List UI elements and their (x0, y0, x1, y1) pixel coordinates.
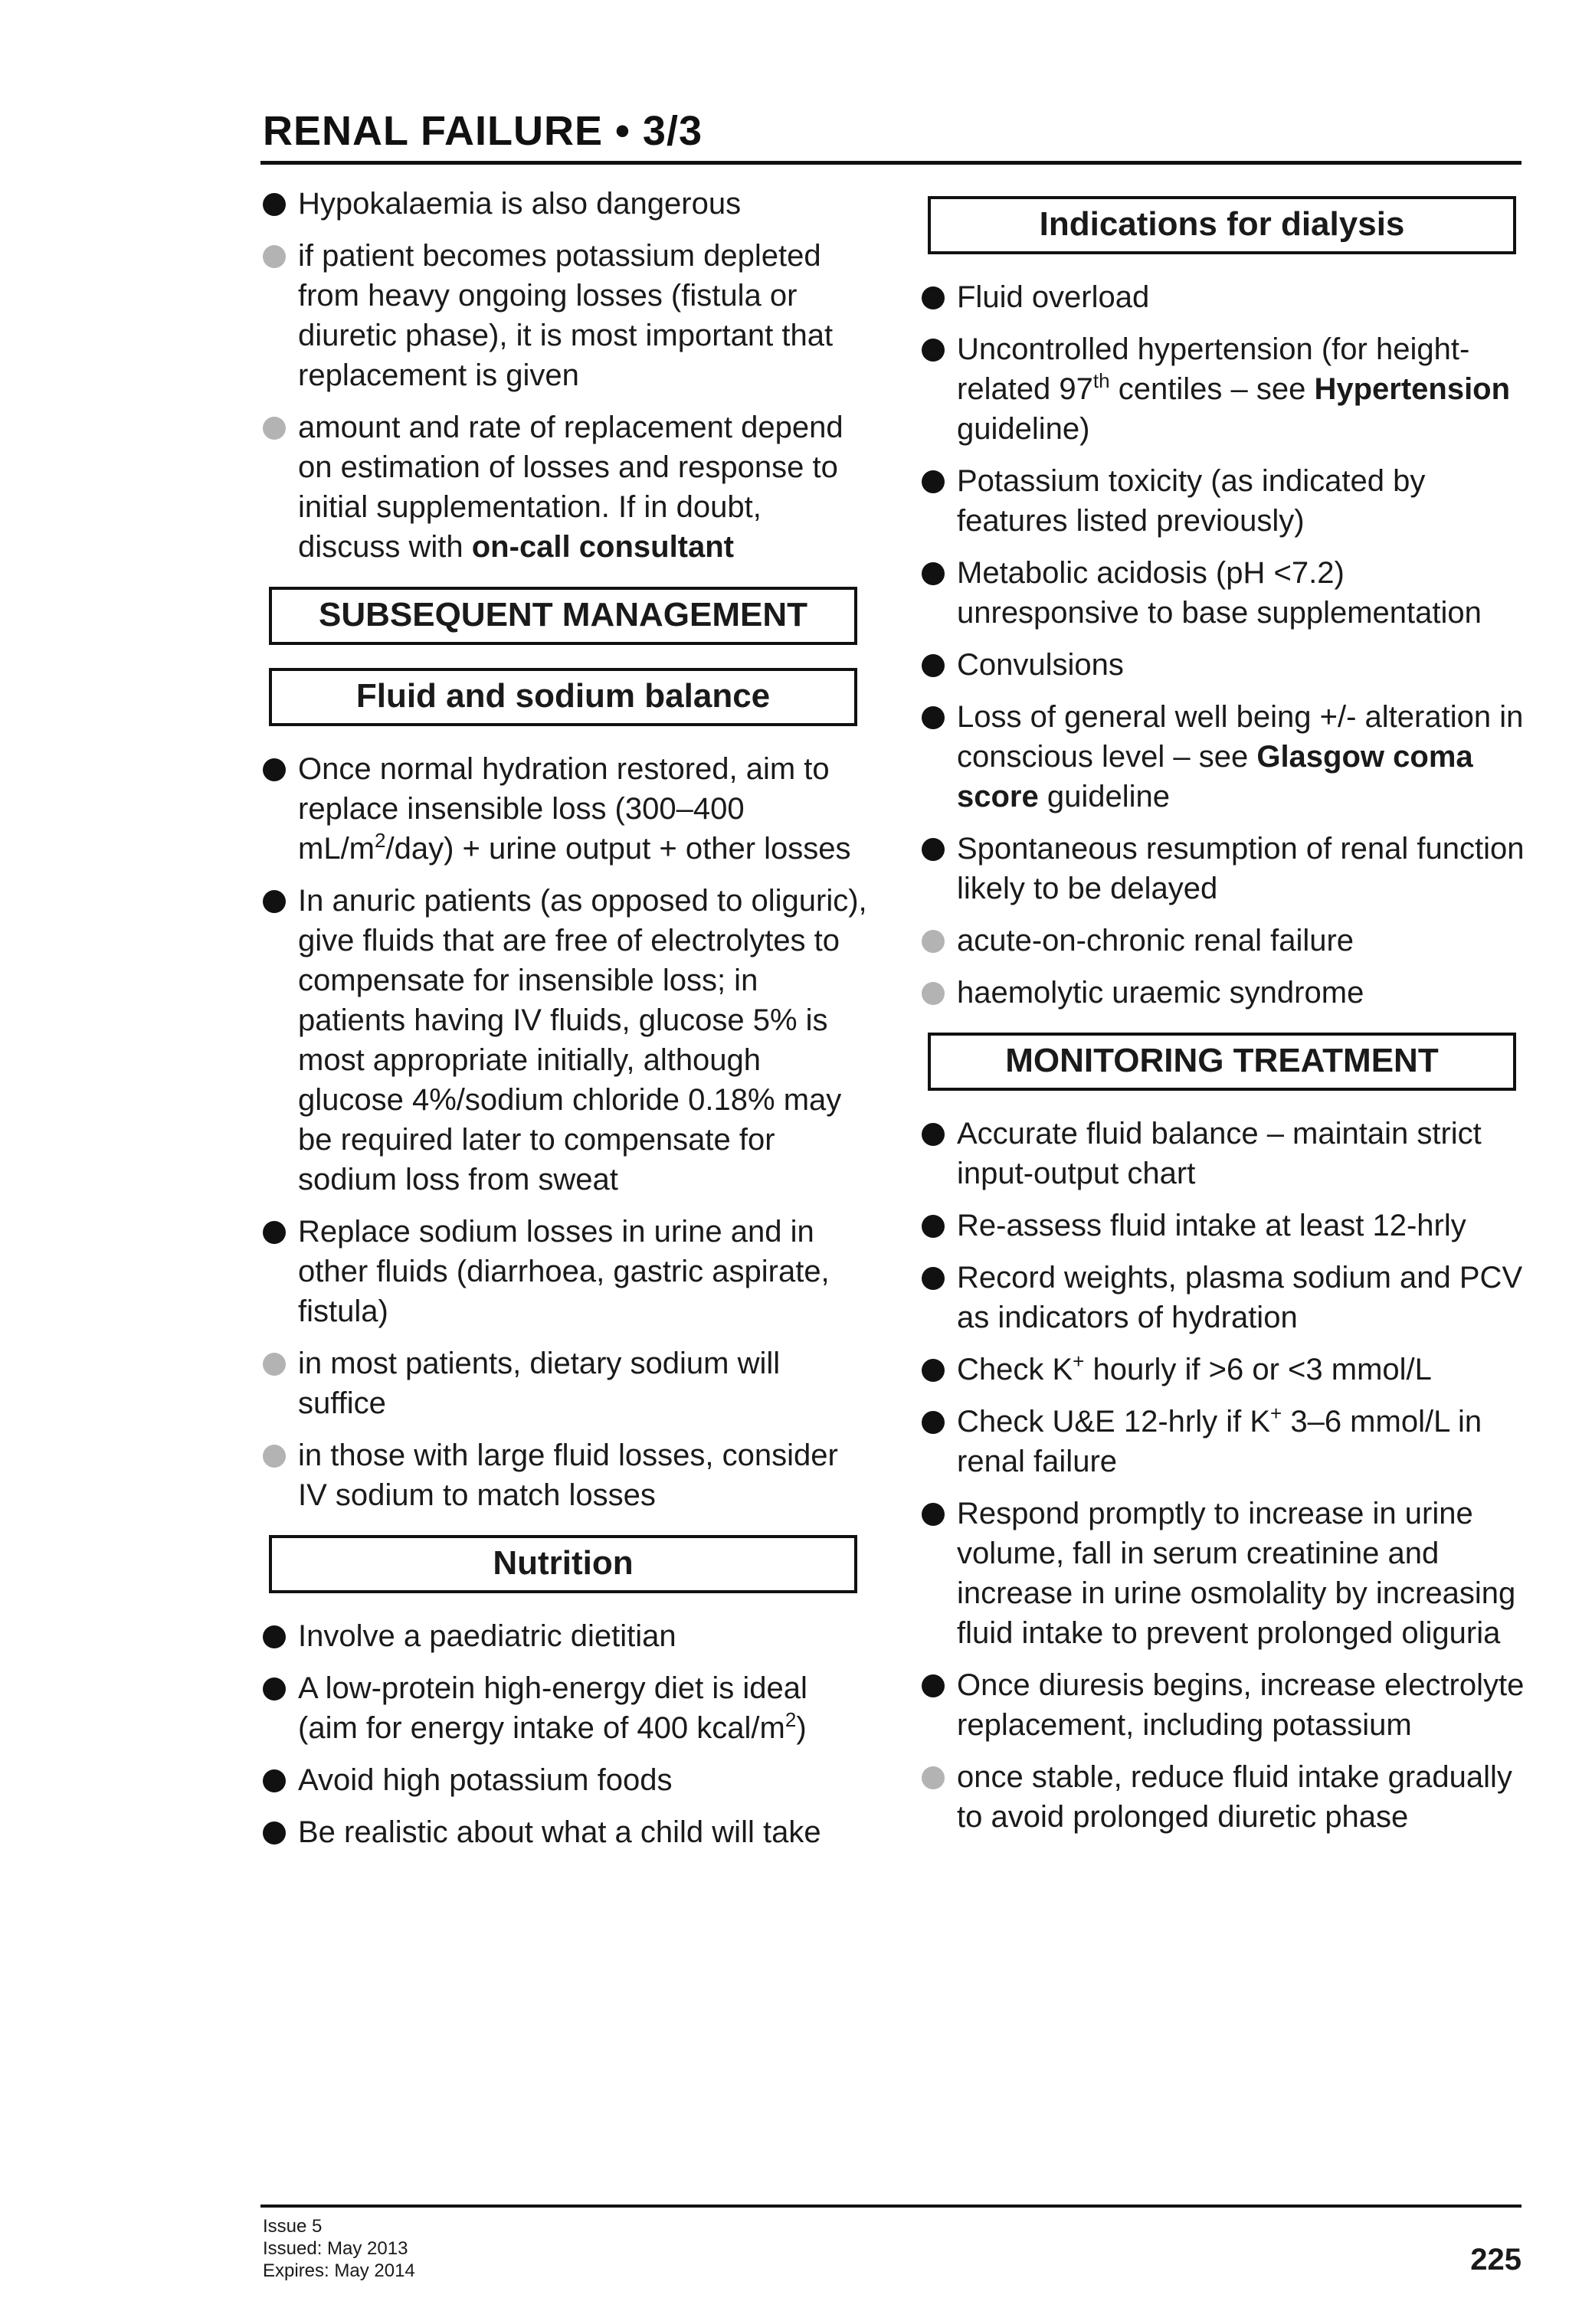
list-item-text: ) (796, 1711, 807, 1745)
sub-bullet-icon (922, 930, 945, 953)
list-item-text: Uncontrolled hypertension (for height-related 97 (957, 332, 1470, 406)
list-item (922, 553, 1527, 633)
nutrition-list (263, 1616, 868, 1852)
list-item (263, 184, 868, 224)
bullet-icon (922, 470, 945, 493)
list-item-text: hourly if >6 or <3 mmol/L (1084, 1353, 1432, 1386)
list-item (922, 697, 1527, 817)
monitoring-treatment-heading: MONITORING TREATMENT (928, 1033, 1516, 1091)
sub-bullet-icon (922, 982, 945, 1005)
list-item (263, 236, 868, 395)
bullet-icon (922, 1411, 945, 1434)
list-item-text: Record weights, plasma sodium and PCV as indicators of hydration (957, 1261, 1523, 1334)
list-item (922, 1757, 1527, 1837)
list-item (263, 408, 868, 567)
bullet-icon (263, 1822, 286, 1844)
list-item-text: In anuric patients (as opposed to oliguric), give fluids that are free of electrolytes to compensate for insensible loss; in patients having IV fluids, glucose 5% is most appropriate initially, although glucose 4%/sodium chloride 0.18% may be required later to compensate for sodium loss from sweat (298, 884, 867, 1196)
list-item (922, 461, 1527, 541)
bullet-icon (263, 1221, 286, 1244)
right-column (922, 184, 1527, 1849)
list-item-text: amount and rate of replacement depend on estimation of losses and response to initial supplementation. If in doubt, discuss with (298, 411, 843, 564)
list-item (263, 1760, 868, 1800)
bullet-icon (922, 1359, 945, 1382)
list-item-text: Loss of general well being +/- alteration in conscious level – see (957, 700, 1524, 774)
footer-divider (260, 2205, 1522, 2208)
list-item-text: Respond promptly to increase in urine volume, fall in serum creatinine and increase in urine osmolality by increasing fluid intake to prevent prolonged oliguria (957, 1497, 1516, 1650)
hypokalaemia-list (263, 184, 868, 567)
page-title: RENAL FAILURE • 3/3 (263, 108, 703, 154)
list-item-text: guideline (1038, 780, 1170, 813)
list-item-text: Potassium toxicity (as indicated by features listed previously) (957, 464, 1426, 538)
dialysis-indications-list (922, 277, 1527, 1013)
list-item-text: Check K (957, 1353, 1073, 1386)
footer-meta (263, 2215, 415, 2282)
bullet-icon (263, 1769, 286, 1792)
list-item-text: A low-protein high-energy diet is ideal (aim for energy intake of 400 kcal/m (298, 1671, 807, 1745)
list-item (922, 1350, 1527, 1389)
list-item (922, 973, 1527, 1013)
list-item-text: Once normal hydration restored, aim to replace insensible loss (300–400 mL/m (298, 752, 830, 866)
nutrition-heading: Nutrition (269, 1535, 857, 1593)
bullet-icon (922, 1215, 945, 1238)
list-item-text: Hypokalaemia is also dangerous (298, 187, 742, 221)
bullet-icon (263, 890, 286, 913)
list-item-text: once stable, reduce fluid intake gradually to avoid prolonged diuretic phase (957, 1760, 1512, 1834)
superscript: th (1092, 369, 1110, 392)
bullet-icon (922, 339, 945, 362)
bullet-icon (263, 758, 286, 781)
superscript: + (1073, 1350, 1085, 1373)
list-item-text: Convulsions (957, 648, 1124, 682)
bullet-icon (922, 1503, 945, 1526)
list-item (922, 1665, 1527, 1745)
list-item (263, 1616, 868, 1656)
list-item (263, 1344, 868, 1423)
list-item-text: Fluid overload (957, 280, 1150, 314)
list-item (263, 1668, 868, 1748)
sub-bullet-icon (263, 417, 286, 440)
list-item-text: centiles – see (1109, 372, 1315, 406)
list-item-text: Once diuresis begins, increase electrolyte replacement, including potassium (957, 1668, 1525, 1742)
fluid-sodium-list (263, 749, 868, 1515)
bullet-icon (922, 654, 945, 677)
list-item-text: /day) + urine output + other losses (385, 832, 851, 866)
subsequent-management-heading: SUBSEQUENT MANAGEMENT (269, 587, 857, 645)
superscript: 2 (375, 829, 386, 852)
list-item-text: acute-on-chronic renal failure (957, 924, 1354, 957)
bullet-icon (922, 1674, 945, 1697)
dialysis-indications-heading: Indications for dialysis (928, 196, 1516, 254)
list-item-text: Accurate fluid balance – maintain strict input-output chart (957, 1117, 1482, 1190)
list-item (263, 1212, 868, 1331)
bullet-icon (922, 1267, 945, 1290)
list-item-text: Involve a paediatric dietitian (298, 1619, 676, 1653)
list-item-text: Re-assess fluid intake at least 12-hrly (957, 1209, 1466, 1242)
list-item-text: Metabolic acidosis (pH <7.2) unresponsive to base supplementation (957, 556, 1482, 630)
list-item (263, 749, 868, 869)
sub-bullet-icon (263, 1445, 286, 1468)
monitoring-treatment-list (922, 1114, 1527, 1837)
list-item (922, 1206, 1527, 1245)
guideline-reference: Glasgow coma score (957, 740, 1473, 813)
list-item (922, 1258, 1527, 1337)
list-item-text: Spontaneous resumption of renal function likely to be delayed (957, 832, 1525, 905)
guideline-reference: on-call consultant (471, 530, 734, 564)
bullet-icon (263, 193, 286, 216)
list-item (922, 829, 1527, 908)
bullet-icon (922, 838, 945, 861)
list-item-text: guideline) (957, 412, 1090, 446)
fluid-sodium-heading: Fluid and sodium balance (269, 668, 857, 726)
list-item (263, 881, 868, 1200)
list-item (263, 1812, 868, 1852)
superscript: 2 (784, 1708, 797, 1731)
bullet-icon (922, 1123, 945, 1146)
list-item-text: in those with large fluid losses, consider IV sodium to match losses (298, 1439, 838, 1512)
list-item (922, 277, 1527, 317)
list-item (263, 1435, 868, 1515)
list-item-text: in most patients, dietary sodium will suffice (298, 1347, 781, 1420)
bullet-icon (922, 286, 945, 309)
sub-bullet-icon (263, 245, 286, 268)
list-item-text: haemolytic uraemic syndrome (957, 976, 1364, 1010)
left-column (263, 184, 868, 1864)
list-item (922, 1402, 1527, 1481)
page-number: 225 (1470, 2243, 1522, 2277)
list-item (922, 1494, 1527, 1653)
list-item (922, 921, 1527, 961)
list-item-text: Be realistic about what a child will take (298, 1815, 821, 1849)
bullet-icon (263, 1678, 286, 1700)
list-item (922, 1114, 1527, 1193)
bullet-icon (922, 706, 945, 729)
expiry-date: Expires: May 2014 (263, 2260, 415, 2281)
superscript: + (1270, 1402, 1282, 1425)
sub-bullet-icon (263, 1353, 286, 1376)
list-item (922, 329, 1527, 449)
list-item-text: 3–6 mmol/L in renal failure (957, 1405, 1482, 1478)
issued-date: Issued: May 2013 (263, 2238, 408, 2259)
list-item-text: Avoid high potassium foods (298, 1763, 673, 1797)
sub-bullet-icon (922, 1766, 945, 1789)
title-divider (260, 161, 1522, 165)
bullet-icon (922, 562, 945, 585)
issue-number: Issue 5 (263, 2216, 323, 2237)
list-item-text: Replace sodium losses in urine and in other fluids (diarrhoea, gastric aspirate, fistula) (298, 1215, 830, 1328)
list-item-text: if patient becomes potassium depleted from heavy ongoing losses (fistula or diuretic phase), it is most important that replacement is given (298, 239, 834, 392)
list-item (922, 645, 1527, 685)
guideline-reference: Hypertension (1314, 372, 1511, 406)
list-item-text: Check U&E 12-hrly if K (957, 1405, 1271, 1439)
bullet-icon (263, 1625, 286, 1648)
